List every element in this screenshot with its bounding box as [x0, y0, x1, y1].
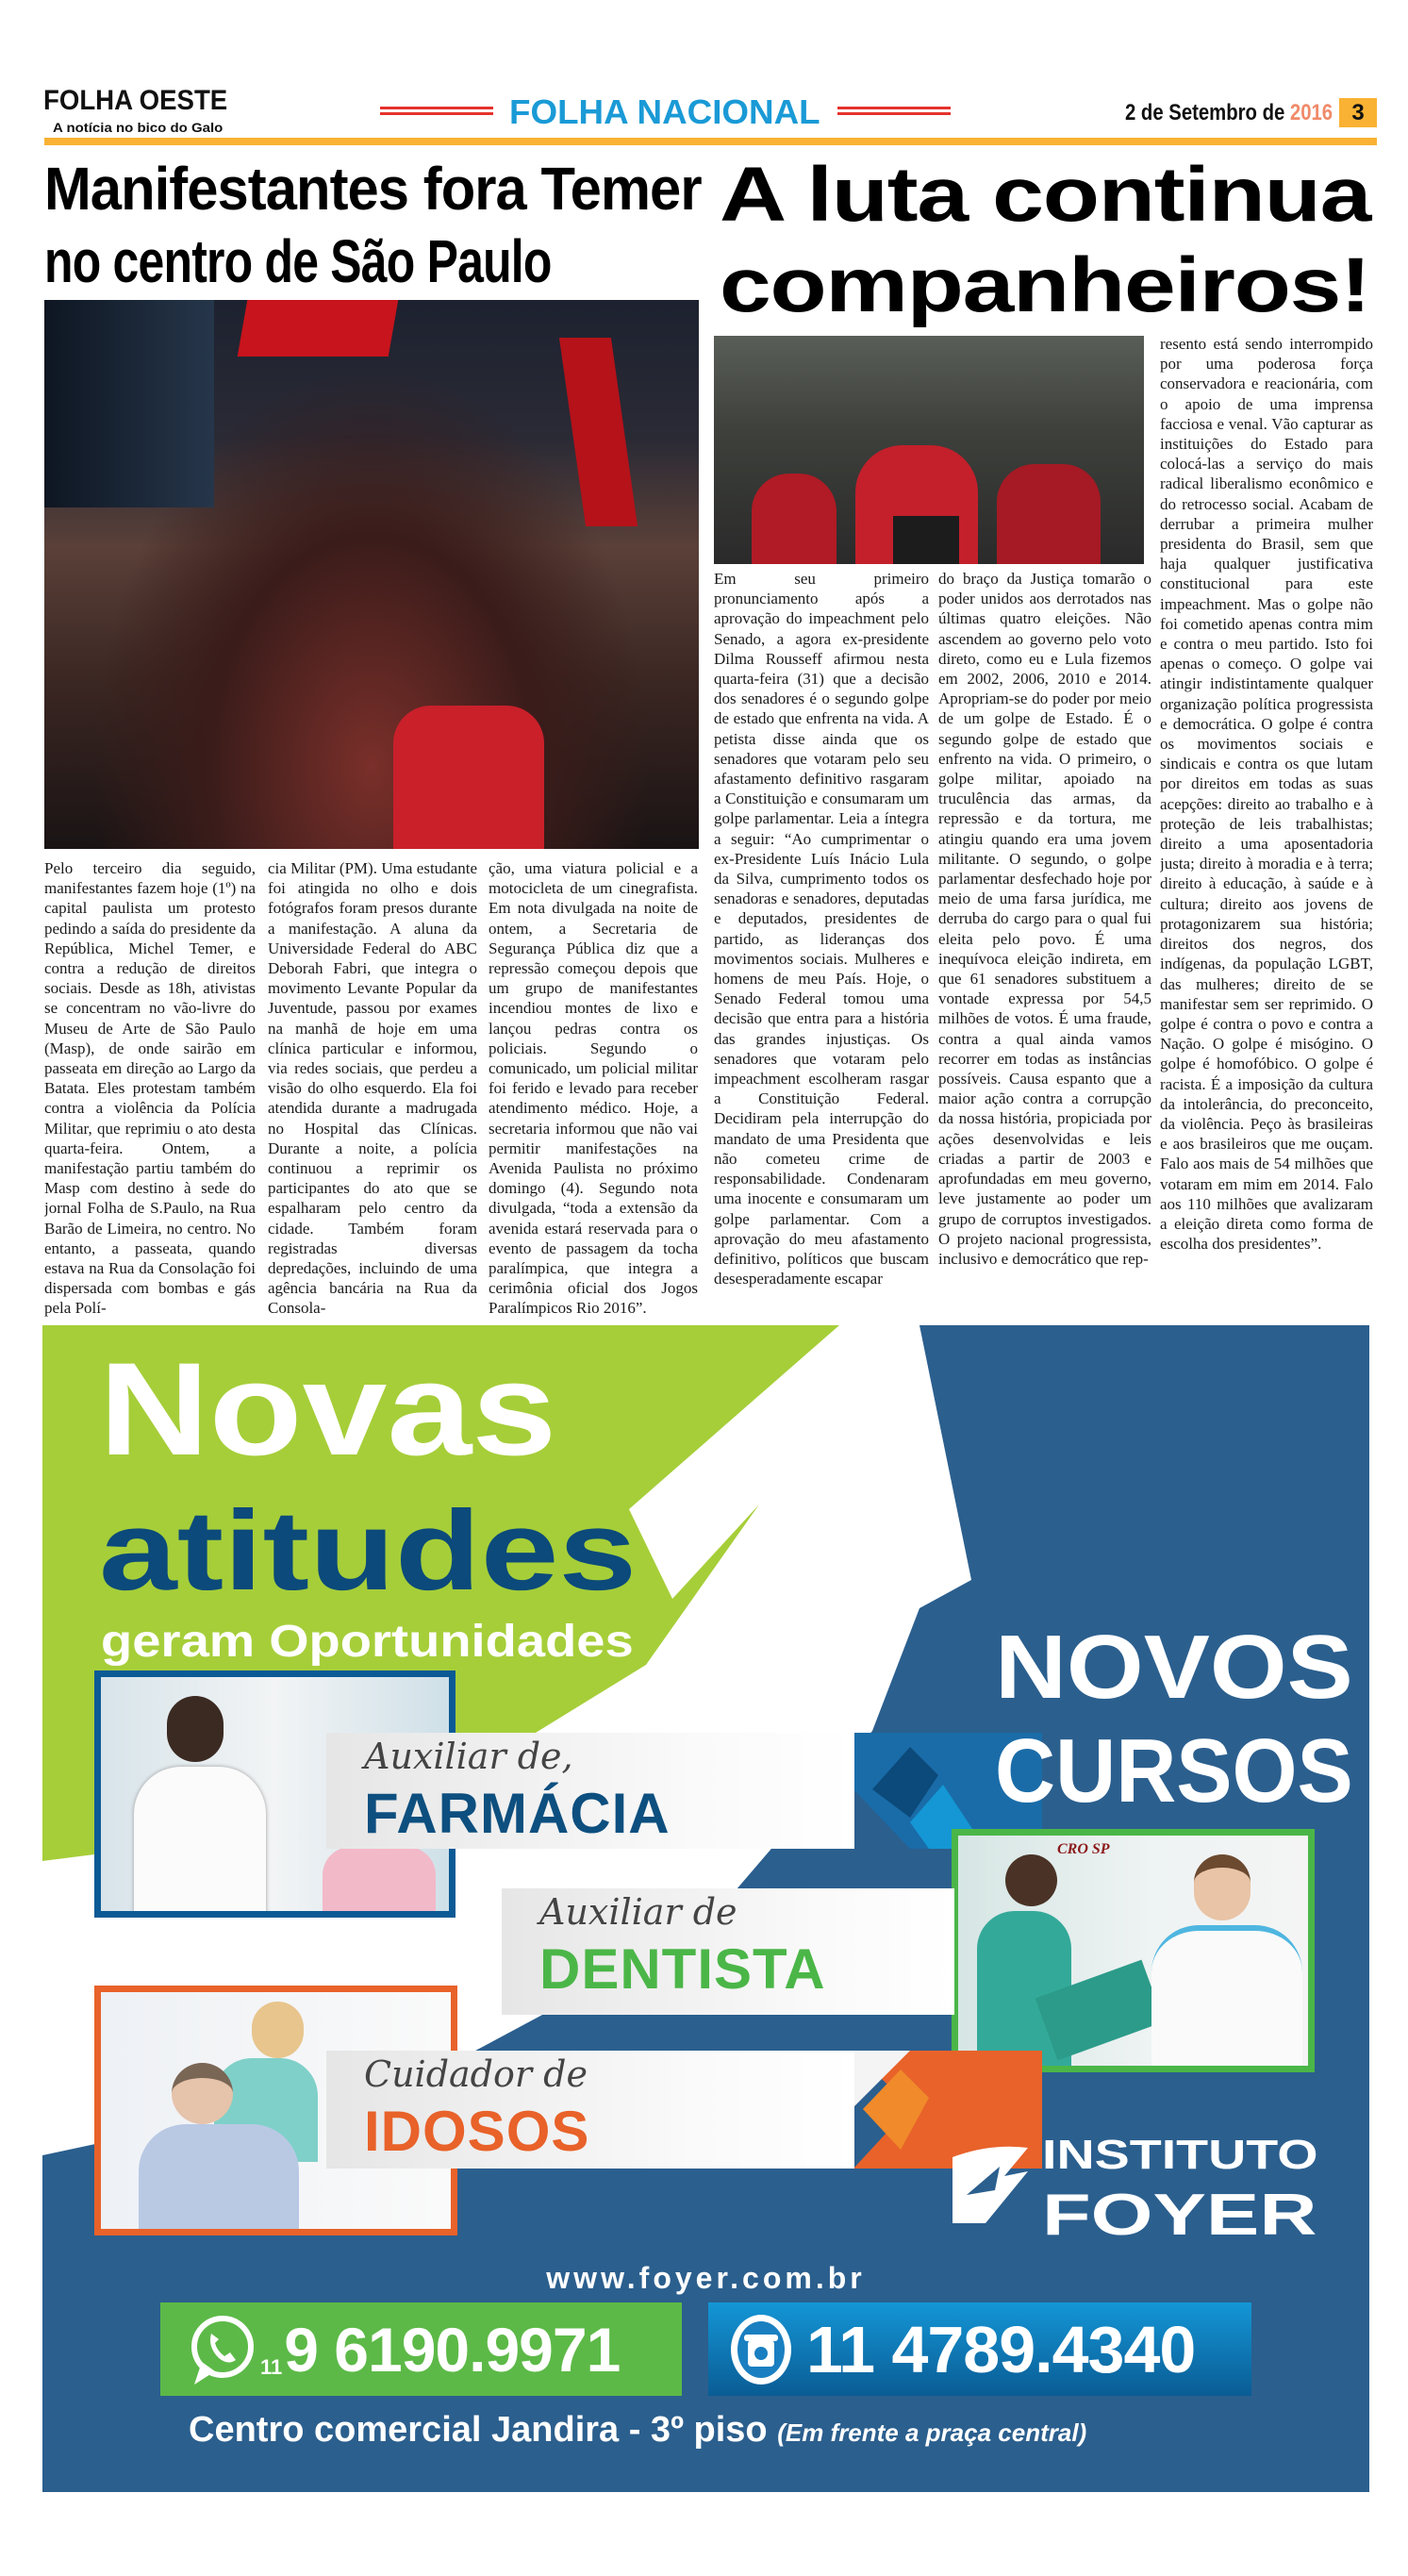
issue-date: [1125, 100, 1333, 126]
course-name: DENTISTA: [539, 1937, 826, 2001]
decorative-rule-right: [837, 107, 951, 115]
fitted-text: FOLHA OESTE: [43, 85, 228, 116]
course-script-label: Auxiliar de: [539, 1891, 737, 1933]
ad-headline-atitudes: [99, 1486, 637, 1616]
fitted-text: atitudes: [99, 1487, 638, 1614]
masthead-brand: [43, 84, 227, 117]
person-head: [167, 1696, 224, 1762]
course-banner-farmacia[interactable]: [326, 1733, 854, 1849]
page-number: 3: [1339, 98, 1377, 127]
customer: [323, 1847, 436, 1918]
headline-right-line-1: [720, 151, 1370, 240]
course-banner-idosos[interactable]: [326, 2051, 854, 2169]
address: [189, 2410, 1086, 2451]
address-note: (Em frente a praça central): [777, 2418, 1087, 2447]
fitted-text: [1125, 100, 1333, 126]
protester-red-shirt: [393, 706, 544, 849]
building: [44, 300, 214, 507]
article-right-column-2: do braço da Justiça tomarão o poder unidos aos derrotados nas últimas quatro eleições. Não ascendem ao governo pelo voto direto, como eu e Lula fizemos em 2002, 2006, 2010 e 2014. Apropriam-se do poder por meio de um golpe de Estado. É o segundo golpe de estado que enfrento na vida. O primeiro, o golpe militar, apoiado na truculência das armas, da repressão e da tortura, me atingiu quando era uma jovem militante. O segundo, o golpe parlamentar desfechado hoje por meio de uma farsa jurídica, me derruba do cargo para o qual fui eleita pelo povo. É uma inequívoca eleição indireta, em que 61 senadores substituem a vontade expressa por 54,5 milhões de votos. É uma fraude, contra a qual ainda vamos recorrer em todas as instâncias possíveis. Causa espanto que a maior ação contra a corrupção da nossa história, propiciada por ações desenvolvidas e leis criadas a partir de 2003 e aprofundadas em meu governo, leve justamente ao poder um grupo de corruptos investigados. O projeto nacional progressista, inclusivo e democrático que rep-: [938, 570, 1151, 1268]
dentist-head: [1005, 1854, 1057, 1906]
course-script-label: Cuidador de: [364, 2053, 588, 2095]
fitted-text: geram Oportunidades: [101, 1617, 634, 1667]
fitted-text: companheiros!: [720, 242, 1370, 328]
logo-foyer: [1042, 2182, 1317, 2250]
fitted-text: INSTITUTO: [1042, 2132, 1318, 2178]
fitted-text: A luta continua: [720, 152, 1371, 238]
protest-crowd-photo: [44, 300, 699, 849]
red-flag: [559, 338, 638, 526]
fitted-text: FOYER: [1042, 2183, 1317, 2248]
cro-sp-logo: CRO SP: [1057, 1841, 1110, 1857]
dilma-speech-photo: [714, 336, 1144, 564]
elderly-woman-head: [172, 2063, 233, 2124]
person: [752, 474, 837, 564]
cursos-label: [995, 1720, 1353, 1823]
fitted-text: Manifestantes fora Temer: [44, 155, 702, 223]
caregiver-head: [252, 2002, 304, 2058]
whatsapp-contact[interactable]: [160, 2302, 682, 2396]
phone-number: 11 4789.4340: [806, 2312, 1196, 2386]
website-link[interactable]: www.foyer.com.br: [546, 2261, 866, 2295]
dentist-photo: [952, 1829, 1315, 2072]
person: [997, 464, 1101, 564]
course-script-label: Auxiliar de,: [364, 1736, 573, 1777]
article-right-column-1: Em seu primeiro pronunciamento após a aprovação do impeachment pelo Senado, a agora ex-presidente Dilma Rousseff afirmou nesta quarta-feira (31) que a decisão dos senadores é o segundo golpe de estado que enfrenta na vida. A petista disse ainda que os senadores que votaram pelo seu afastamento definitivo rasgaram a Constituição e consumaram um golpe parlamentar. Leia a íntegra a seguir: “Ao cumprimentar o ex-Presidente Luís Inácio Lula da Silva, cumprimento todos os senadoras e senadores, deputadas e deputados, presidentes de partido, as lideranças dos movimentos sociais. Mulheres e homens de meu País. Hoje, o Senado Federal tomou uma decisão que entra para a história das grandes injustiças. Os senadores que votaram pelo impeachment escolheram rasgar a Constituição Federal. Decidiram pela interrupção do mandato de uma Presidenta que não cometeu crime de responsabilidade. Condenaram uma inocente e consumaram um golpe parlamentar. Com a aprovação do meu afastamento definitivo, políticos que buscam desesperadamente escapar: [714, 570, 929, 1288]
fitted-text: A notícia no bico do Galo: [53, 120, 224, 135]
date-text: 2 de Setembro de: [1125, 100, 1290, 125]
fitted-text: no centro de São Paulo: [44, 227, 552, 295]
foyer-advertisement: [42, 1325, 1369, 2492]
telephone-icon: [727, 2312, 795, 2387]
fitted-text: CURSOS: [995, 1720, 1353, 1821]
pharmacist-coat: [134, 1767, 266, 1918]
header-divider: [44, 138, 1377, 145]
fitted-text: Novas: [99, 1335, 557, 1483]
fitted-text: FOLHA NACIONAL: [509, 92, 820, 131]
headline-right-line-2: [720, 241, 1370, 330]
article-left-column-2: cia Militar (PM). Uma estudante foi atingida no olho e dois fotógrafos foram presos durante a manifestação. A aluna da Universidade Federal do ABC Deborah Fabri, que integra o movimento Levante Popular da Juventude, passou por exames na manhã de hoje em uma clínica particular e informou, via redes sociais, que perdeu a visão do olho esquerdo. Ela foi atendida durante a madrugada no Hospital das Clínicas. Durante a noite, a polícia continuou a reprimir os participantes do ato que se espalharam pelo centro da cidade. Também foram registradas diversas depredações, incluindo de uma agência bancária na Rua da Consola-: [268, 859, 477, 1317]
fitted-text: NOVOS: [995, 1617, 1353, 1718]
decorative-rule-left: [380, 107, 493, 115]
date-year: 2016: [1289, 100, 1333, 125]
article-right-column-3: resento está sendo interrompido por uma poderosa força conservadora e reacionária, com o apoio de uma imprensa facciosa e venal. Vão capturar as instituições do Estado para colocá-las a serviço do mais radical liberalismo econômico e do retrocesso social. Acabam de derrubar a primeira mulher presidenta do Brasil, sem que haja qualquer justificativa constitucional para este impeachment. Mas o golpe não foi cometido apenas contra mim e contra o meu partido. Isto foi apenas o começo. O golpe vai atingir indistintamente qualquer organização política progressista e democrática. O golpe é contra os movimentos sociais e sindicais e contra os que lutam por direitos em todas as suas acepções: direito ao trabalho e à proteção de leis trabalhistas; direito a uma aposentadoria justa; direito à moradia e à terra; direito à educação, à saúde e à cultura; direito aos jovens de protagonizarem sua história; direitos dos negros, dos indígenas, da população LGBT, das mulheres; direito de se manifestar sem ser reprimido. O golpe é contra o povo e contra a Nação. O golpe é misógino. O golpe é homofóbico. O golpe é racista. É a imposição da cultura da intolerância, do preconceito, da violência. Peço às brasileiras e aos brasileiros que me ouçam. Falo aos mais de 54 milhões que votaram em mim em 2014. Falo aos 110 milhões que avalizaram a eleição direta como forma de escolha dos presidentes”.: [1160, 335, 1373, 1254]
article-left-column-1: Pelo terceiro dia seguido, manifestantes fazem hoje (1º) na capital paulista um protesto pedindo a saída do presidente da República, Michel Temer, e contra a redução de direitos sociais. Desde as 18h, ativistas se concentram no vão-livre do Museu de Arte de São Paulo (Masp), de onde sairão em passeata em direção ao Largo da Batata. Eles protestam também contra a violência da Polícia Militar, que reprimiu o ato desta quarta-feira. Ontem, a manifestação partiu também do Masp com destino à sede do jornal Folha de S.Paulo, na Rua Barão de Limeira, no centro. No entanto, a passeata, quando estava na Rua da Consolação foi dispersada com bombas e gás pela Polí-: [44, 859, 256, 1317]
ad-headline-oportunidades: [101, 1616, 634, 1669]
assistant-head: [1194, 1854, 1251, 1920]
elderly-woman-sweater: [139, 2124, 299, 2235]
address-text: Centro comercial Jandira - 3º piso: [189, 2410, 768, 2450]
course-name: FARMÁCIA: [364, 1782, 671, 1845]
whatsapp-icon: [187, 2313, 255, 2386]
masthead-tagline: [53, 120, 223, 135]
novos-label: [995, 1616, 1353, 1720]
red-flag: [238, 300, 399, 357]
foyer-arrow-logo-icon: [948, 2138, 1033, 2228]
course-banner-dentista[interactable]: [502, 1888, 954, 2015]
whatsapp-area-code: 11: [260, 2354, 283, 2379]
section-title: [509, 92, 820, 132]
whatsapp-number: 9 6190.9971: [284, 2314, 621, 2385]
podium: [893, 516, 959, 564]
ad-headline-novas: [99, 1333, 556, 1486]
assistant-uniform: [1151, 1925, 1302, 2071]
phone-contact[interactable]: [708, 2302, 1251, 2396]
logo-instituto: [1042, 2131, 1317, 2180]
headline-left-line-1: [44, 154, 702, 224]
article-left-column-3: ção, uma viatura policial e a motocicleta de um cinegrafista. Em nota divulgada na noite de ontem, a Secretaria de Segurança Pública diz que a repressão começou depois que um grupo de manifestantes incendiou montes de lixo e lançou pedras contra os policiais. Segundo o comunicado, um policial militar foi ferido e levado para receber atendimento médico. Hoje, a secretaria informou que não vai permitir manifestações na Avenida Paulista no próximo domingo (4). Segundo nota divulgada, “toda a extensão da avenida estará reservada para o evento de passagem da tocha paralímpica, que integra a cerimônia oficial dos Jogos Paralímpicos Rio 2016”.: [489, 859, 698, 1317]
headline-left-line-2: [44, 226, 702, 296]
course-name: IDOSOS: [364, 2100, 590, 2163]
